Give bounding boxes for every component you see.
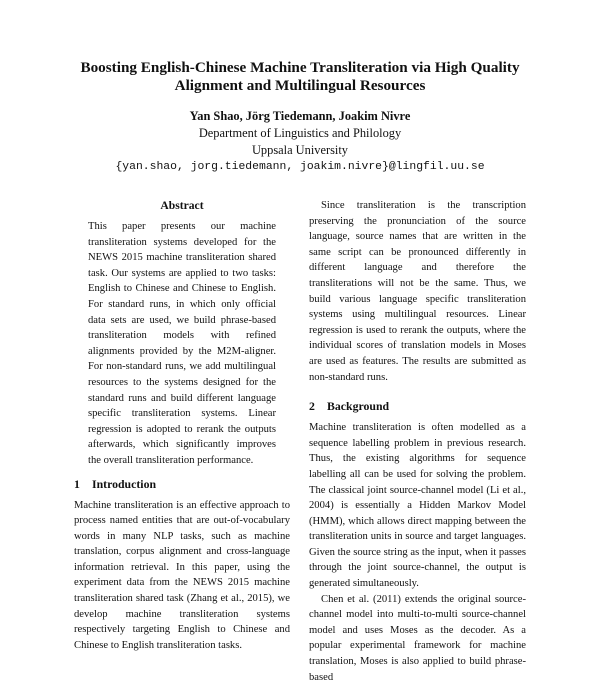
background-paragraph-2: Chen et al. (2011) extends the original source-channel model into multi-to-multi source-channel model and uses Moses as the decoder. As a popular experimental framework for machine translation, Moses is also applied to build phrase-based xyxy=(309,593,526,683)
section-number: 1 xyxy=(74,476,80,491)
abstract-heading: Abstract xyxy=(160,199,204,212)
section-heading-background xyxy=(309,399,526,414)
left-column xyxy=(74,198,290,653)
author-names: Yan Shao, Jörg Tiedemann, Joakim Nivre xyxy=(189,109,411,123)
author-block xyxy=(40,108,560,176)
paper-title xyxy=(40,59,560,95)
background-paragraph-1: Machine transliteration is often modelled as a sequence labelling problem in previous research. Thus, the existing algorithms for sequence labelling all can be used for solving the problem. The classical joint source-channel model (Li et al., 2004) is essentially a Hidden Markov Model (HMM), which allows direct mapping between the transliteration units in source and target languages. Given the source string as the input, when it passes through the joint source-channel, the output is generated simultaneously. xyxy=(309,422,526,590)
affiliation: Department of Linguistics and Philology xyxy=(198,126,402,140)
title-line-2: Alignment and Multilingual Resources xyxy=(174,77,426,94)
introduction-continued-paragraph: Since transliteration is the transcription preserving the pronunciation of the source language, source names that are written in the same script can be pronounced differently in different language and therefore the transliterations will not be the same. Thus, we build various language specific transliteration systems using multilingual resources. Linear regression is used to rerank the outputs, where the individual scores of translation models in Moses are used as features. The results are submitted as non-standard runs. xyxy=(309,200,526,383)
section-title: Introduction xyxy=(92,476,157,491)
section-heading-introduction xyxy=(74,477,290,492)
section-title: Background xyxy=(327,399,390,414)
section-number: 2 xyxy=(309,399,315,414)
author-email: {yan.shao, jorg.tiedemann, joakim.nivre}@lingfil.uu.se xyxy=(115,161,485,173)
title-line-1: Boosting English-Chinese Machine Transliteration via High Quality xyxy=(80,59,520,76)
university: Uppsala University xyxy=(251,143,348,157)
introduction-paragraph: Machine transliteration is an effective approach to process named entities that are out-of-vocabulary words in many NLP tasks, such as machine translation, corpus alignment and cross-language information retrieval. In this paper, using the experiment data from the NEWS 2015 machine transliteration shared task (Zhang et al., 2015), we develop machine transliteration systems respectively targeting English to Chinese and Chinese to English transliteration tasks. xyxy=(74,499,290,651)
abstract-text: This paper presents our machine transliteration systems developed for the NEWS 2015 machine transliteration shared task. Our systems are applied to two tasks: English to Chinese and Chinese to English. For standard runs, in which only official data sets are used, we build phrase-based transliteration models with refined alignments provided by the M2M-aligner. For non-standard runs, we add multilingual resources to the systems designed for the standard runs and build different language specific transliteration systems. Linear regression is adopted to rerank the outputs afterwards, which significantly improves the overall transliteration performance. xyxy=(88,221,276,466)
right-column xyxy=(309,198,526,685)
